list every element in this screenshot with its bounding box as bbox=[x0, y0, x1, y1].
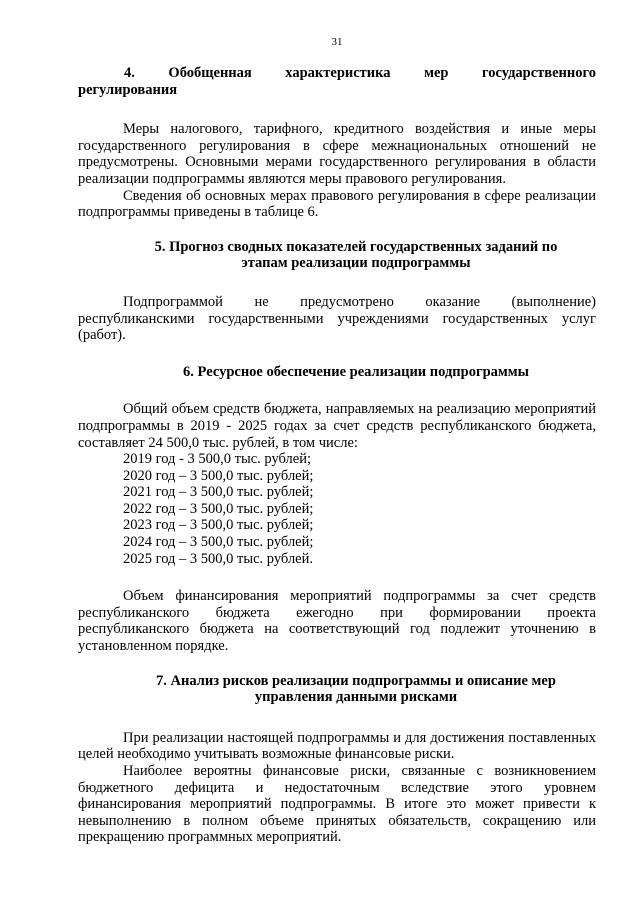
list-item: 2022 год – 3 500,0 тыс. рублей; bbox=[123, 500, 314, 517]
section-4-paragraph-2: Сведения об основных мерах правового регулирования в сфере реализации подпрограммы приведены в таблице 6. bbox=[78, 187, 596, 221]
section-6-intro: Общий объем средств бюджета, направляемых на реализацию мероприятий подпрограммы в 2019 - 2025 годах за счет средств республиканского бюджета, составляет 24 500,0 тыс. рублей, в том числе: bbox=[78, 401, 596, 451]
section-7-title-line-1: 7. Анализ рисков реализации подпрограммы и описание мер bbox=[156, 672, 556, 689]
document-page bbox=[78, 36, 596, 846]
section-5-title-line-2: этапам реализации подпрограммы bbox=[241, 255, 471, 272]
section-7-paragraph-2: Наиболее вероятны финансовые риски, связанные с возникновением бюджетного дефицита и недостаточным вследствие этого уровнем финансирования мероприятий подпрограммы. В итоге это может привести к невыполнению в полном объеме принятых обязательств, сокращению или прекращению программных мероприятий. bbox=[78, 763, 596, 846]
section-6-title: 6. Ресурсное обеспечение реализации подпрограммы bbox=[183, 363, 529, 380]
section-4-title-line-2: регулирования bbox=[78, 81, 178, 98]
section-5-title-line-1: 5. Прогноз сводных показателей государственных заданий по bbox=[154, 238, 558, 255]
list-item: 2021 год – 3 500,0 тыс. рублей; bbox=[123, 484, 314, 501]
section-7-title-line-2: управления данными рисками bbox=[254, 689, 458, 706]
list-item: 2019 год - 3 500,0 тыс. рублей; bbox=[123, 451, 311, 468]
section-5-paragraph-1: Подпрограммой не предусмотрено оказание (выполнение) республиканскими государственными учреждениями государственных услуг (работ). bbox=[78, 293, 596, 344]
list-item: 2024 год – 3 500,0 тыс. рублей; bbox=[123, 534, 314, 551]
list-item: 2020 год – 3 500,0 тыс. рублей; bbox=[123, 467, 314, 484]
section-7-paragraph-1: При реализации настоящей подпрограммы и для достижения поставленных целей необходимо учитывать возможные финансовые риски. bbox=[78, 729, 596, 763]
page-number: 31 bbox=[331, 36, 343, 48]
section-4-title-line-1: 4. Обобщенная характеристика мер государственного bbox=[124, 65, 596, 81]
section-4-paragraph-1: Меры налогового, тарифного, кредитного воздействия и иные меры государственного регулирования в сфере межнациональных отношений не предусмотрены. Основными мерами государственного регулирования в области реализации подпрограммы являются меры правового регулирования. bbox=[78, 121, 596, 187]
funding-by-year-list bbox=[78, 451, 596, 567]
list-item: 2025 год – 3 500,0 тыс. рублей. bbox=[123, 550, 314, 567]
section-4-title bbox=[78, 65, 596, 98]
section-5-title bbox=[78, 239, 596, 272]
list-item: 2023 год – 3 500,0 тыс. рублей; bbox=[123, 517, 314, 534]
section-7-title bbox=[78, 673, 596, 706]
section-6-closing: Объем финансирования мероприятий подпрограммы за счет средств республиканского бюджета ежегодно при формировании проекта республиканского бюджета на соответствующий год подлежит уточнению в установленном порядке. bbox=[78, 588, 596, 655]
